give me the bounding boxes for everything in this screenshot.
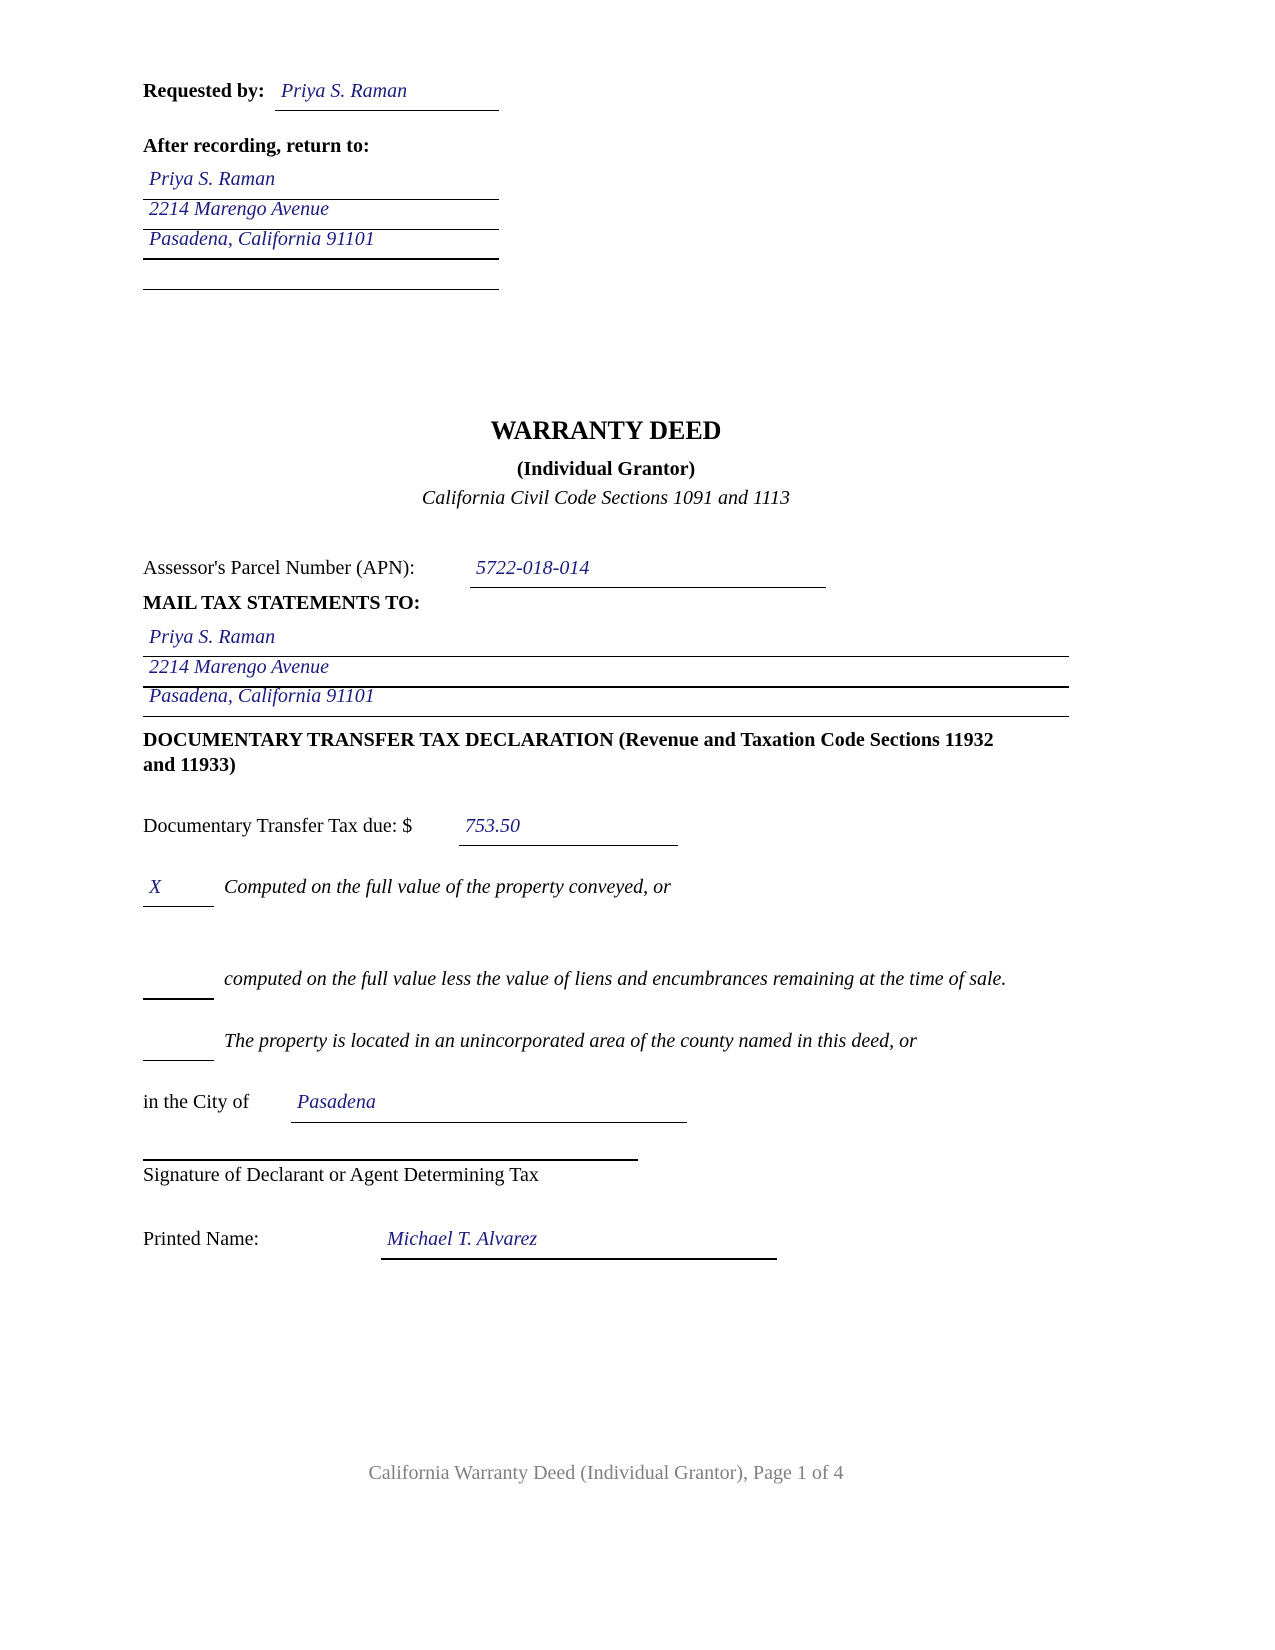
mail-tax-street[interactable]: 2214 Marengo Avenue <box>149 656 329 678</box>
option2-text: computed on the full value less the value of liens and encumbrances remaining at the time of sale. <box>224 968 1007 990</box>
printed-name-value[interactable]: Michael T. Alvarez <box>387 1228 538 1250</box>
code-reference: California Civil Code Sections 1091 and 1113 <box>421 487 791 509</box>
apn-underline <box>470 587 826 588</box>
option1-text: Computed on the full value of the property conveyed, or <box>224 876 671 898</box>
dtt-heading-line1: DOCUMENTARY TRANSFER TAX DECLARATION (Revenue and Taxation Code Sections 11932 <box>143 729 994 751</box>
page-footer: California Warranty Deed (Individual Grantor), Page 1 of 4 <box>368 1462 844 1484</box>
signature-label: Signature of Declarant or Agent Determining Tax <box>143 1164 539 1186</box>
return-to-street[interactable]: 2214 Marengo Avenue <box>149 198 329 220</box>
dtt-due-value[interactable]: 753.50 <box>465 815 520 837</box>
city-value[interactable]: Pasadena <box>297 1091 376 1113</box>
option3-blank <box>143 1060 214 1061</box>
printed-name-label: Printed Name: <box>143 1228 260 1250</box>
return-to-label: After recording, return to: <box>143 135 370 157</box>
mail-tax-name[interactable]: Priya S. Raman <box>149 626 276 648</box>
option3-text: The property is located in an unincorporated area of the county named in this deed, or <box>224 1030 917 1052</box>
city-underline <box>291 1122 687 1123</box>
dtt-heading-line2: and 11933) <box>143 754 236 776</box>
dtt-due-label: Documentary Transfer Tax due: $ <box>143 815 413 837</box>
option1-checkmark[interactable]: X <box>149 876 162 898</box>
return-to-city[interactable]: Pasadena, California 91101 <box>149 228 375 250</box>
deed-subtitle: (Individual Grantor) <box>516 458 696 480</box>
printed-name-underline <box>381 1258 777 1260</box>
requested-by-name[interactable]: Priya S. Raman <box>281 80 408 102</box>
requested-by-label: Requested by: <box>143 80 265 102</box>
mail-tax-heading: MAIL TAX STATEMENTS TO: <box>143 592 421 614</box>
requested-by-underline <box>275 110 499 111</box>
apn-value[interactable]: 5722-018-014 <box>476 557 590 579</box>
mail-tax-city[interactable]: Pasadena, California 91101 <box>149 685 375 707</box>
dtt-due-underline <box>459 845 678 846</box>
city-label: in the City of <box>143 1091 250 1113</box>
return-to-extra-underline <box>143 289 499 290</box>
option1-blank <box>143 906 214 907</box>
deed-title: WARRANTY DEED <box>490 416 722 445</box>
signature-line[interactable] <box>143 1159 638 1161</box>
return-to-city-underline <box>143 258 499 260</box>
option2-blank <box>143 998 214 1000</box>
apn-label: Assessor's Parcel Number (APN): <box>143 557 415 579</box>
return-to-name[interactable]: Priya S. Raman <box>149 168 276 190</box>
mail-tax-city-underline <box>143 716 1069 717</box>
